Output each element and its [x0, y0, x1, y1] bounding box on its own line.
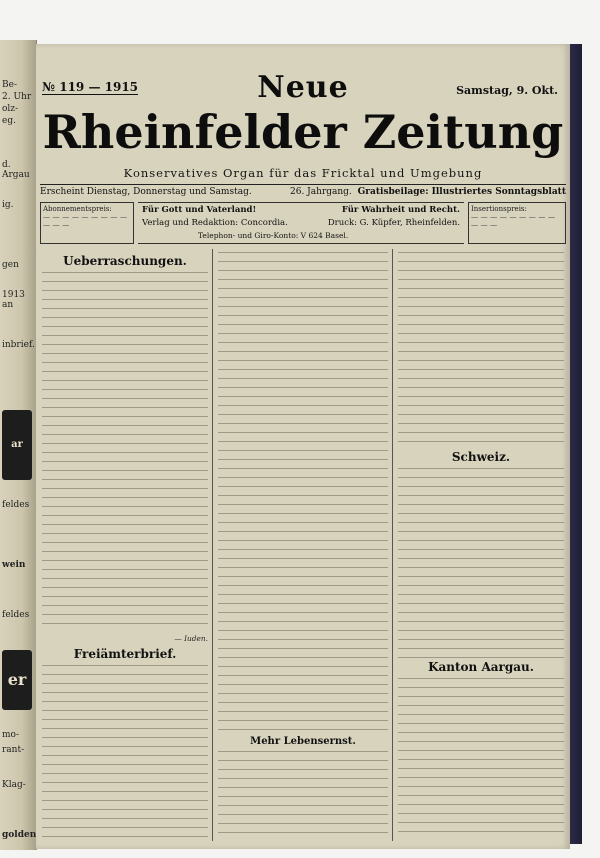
column-2 — [218, 252, 388, 842]
spine-ad-block: ar — [2, 410, 32, 480]
motto-left: Für Gott und Vaterland! — [142, 205, 257, 215]
book-cover-edge — [570, 44, 582, 844]
spine-text: ig. — [2, 200, 14, 210]
body-text-placeholder — [398, 252, 564, 448]
headline-ueberraschungen: Ueberraschungen. — [63, 254, 187, 268]
motto-bar — [138, 202, 464, 244]
ads-label: Insertionspreis: — [471, 205, 527, 213]
phone-info: Telephon- und Giro-Konto: V 624 Basel. — [198, 231, 349, 240]
body-text-placeholder — [42, 665, 208, 842]
newspaper-page — [36, 44, 570, 849]
spine-text: feldes — [2, 500, 30, 510]
spine-text: Be- — [2, 80, 17, 90]
supplement: Gratisbeilage: Illustriertes Sonntagsblatt — [357, 187, 566, 197]
issue-date: Samstag, 9. Okt. — [456, 84, 558, 97]
issue-number: № 119 — 1915 — [42, 80, 139, 94]
column-1 — [42, 252, 208, 842]
body-text-placeholder — [42, 272, 208, 632]
spine-text: Klag- — [2, 780, 26, 790]
headline-freiaemterbrief: Freiämterbrief. — [73, 647, 177, 662]
body-text-placeholder — [398, 678, 564, 838]
spine-text: wein — [2, 560, 26, 570]
printer: Druck: G. Küpfer, Rheinfelden. — [327, 218, 460, 228]
spine-text: eg. — [2, 116, 16, 126]
spine-text: 1913 an — [2, 290, 25, 310]
spine-text: feldes — [2, 610, 30, 620]
newspaper-title-line1: Neue — [257, 70, 349, 105]
spine-text: rant- — [2, 745, 25, 755]
body-text-placeholder — [218, 751, 388, 841]
body-text-placeholder — [398, 468, 564, 658]
spine-text: olz- — [2, 104, 19, 114]
spine-text: d. Argau — [2, 160, 30, 180]
column-rule — [392, 249, 393, 841]
article-signature: — Iuden. — [174, 634, 208, 643]
subscription-box: Abonnementspreis: — — — — — — — — — — — — — [40, 202, 134, 244]
column-3 — [398, 252, 564, 842]
body-text-placeholder — [218, 252, 388, 732]
spine-text: gen — [2, 260, 19, 270]
headline-schweiz: Schweiz. — [451, 450, 511, 464]
publisher: Verlag und Redaktion: Concordia. — [142, 218, 288, 228]
column-rule — [212, 249, 213, 841]
newspaper-subtitle: Konservatives Organ für das Fricktal und Umgebung — [123, 166, 483, 180]
book-spine-previous-page — [0, 40, 37, 850]
spine-text: 2. Uhr — [2, 92, 32, 102]
headline-kanton-aargau: Kanton Aargau. — [428, 660, 534, 674]
newspaper-title-line2: Rheinfelder Zeitung — [42, 105, 564, 159]
spine-ad-block: er — [2, 650, 32, 710]
masthead — [36, 44, 570, 209]
headline-mehr-lebensernst: Mehr Lebensernst. — [250, 736, 356, 747]
ads-box: Insertionspreis: — — — — — — — — — — — — — [468, 202, 566, 244]
volume: 26. Jahrgang. — [290, 187, 352, 197]
motto-right: Für Wahrheit und Recht. — [341, 205, 460, 215]
subscription-label: Abonnementspreis: — [43, 205, 112, 213]
spine-text: mo- — [2, 730, 19, 740]
spine-text: inbrief. — [2, 340, 35, 350]
publication-strip — [40, 184, 566, 199]
publication-schedule: Erscheint Dienstag, Donnerstag und Samstag. — [40, 187, 252, 197]
spine-text: golden — [2, 830, 37, 840]
